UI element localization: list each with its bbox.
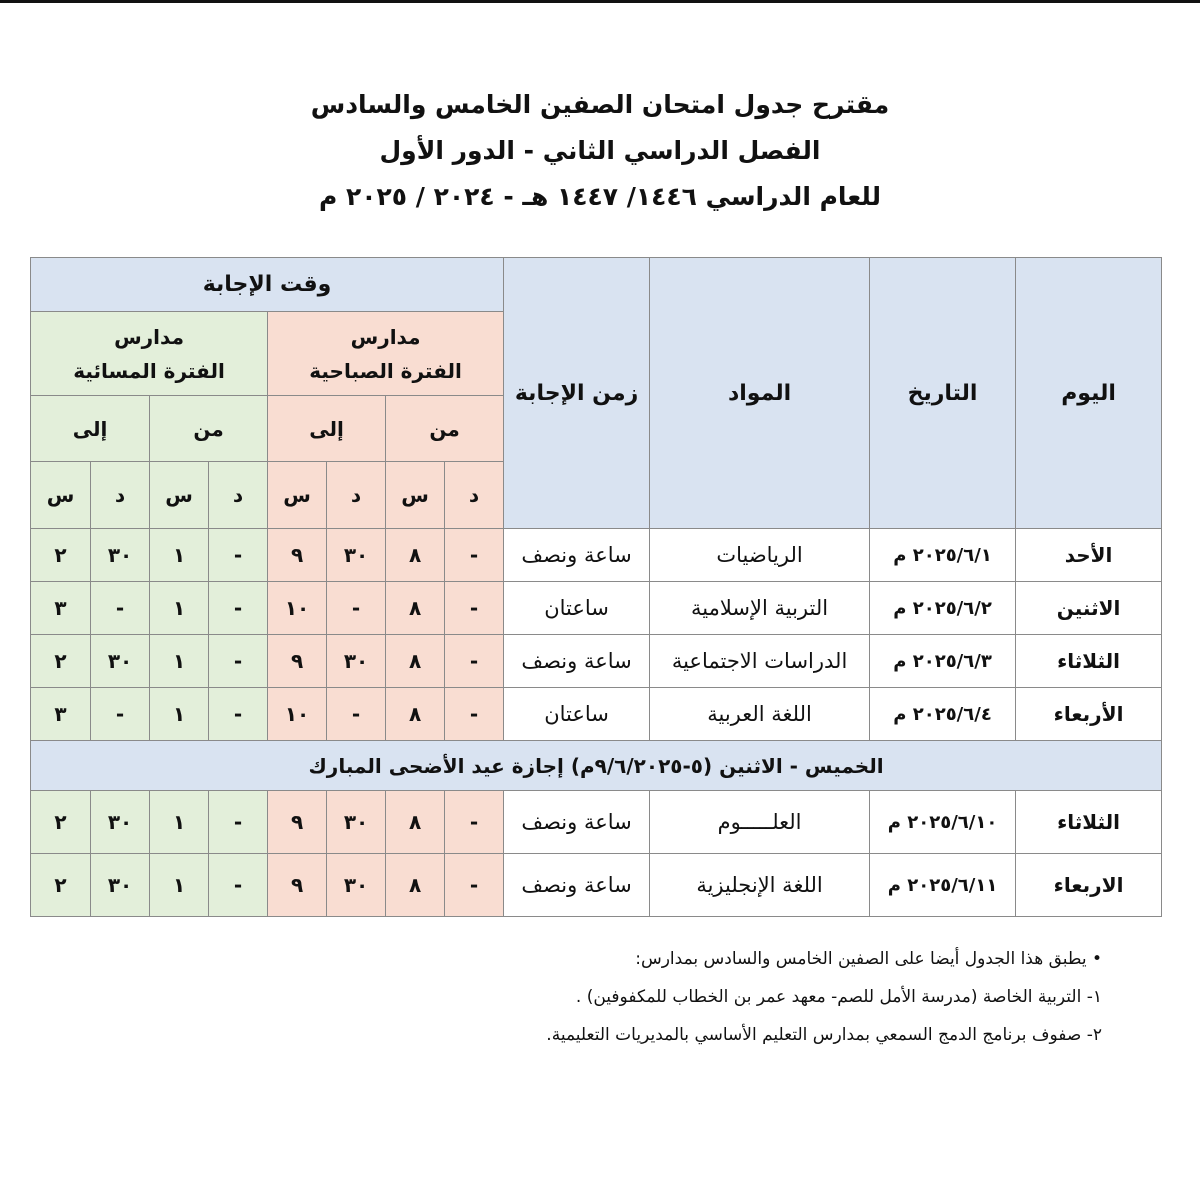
cell-evening-from-min: -: [209, 854, 268, 917]
header-morning-to: إلى: [268, 396, 386, 462]
cell-day: الثلاثاء: [1016, 635, 1162, 688]
header-minute: د: [327, 462, 386, 529]
title-line-1: مقترح جدول امتحان الصفين الخامس والسادس: [310, 90, 890, 119]
cell-morning-to-hour: ١٠: [268, 582, 327, 635]
cell-day: الأحد: [1016, 529, 1162, 582]
cell-date: ٢٠٢٥/٦/١٠ م: [870, 791, 1016, 854]
exam-schedule-table: [30, 257, 1162, 917]
cell-day: الثلاثاء: [1016, 791, 1162, 854]
cell-day: الاربعاء: [1016, 854, 1162, 917]
cell-duration: ساعة ونصف: [504, 854, 650, 917]
header-morning-from: من: [386, 396, 504, 462]
cell-evening-to-hour: ٢: [31, 791, 91, 854]
cell-date: ٢٠٢٥/٦/١١ م: [870, 854, 1016, 917]
cell-duration: ساعة ونصف: [504, 791, 650, 854]
cell-evening-to-hour: ٢: [31, 529, 91, 582]
cell-evening-to-hour: ٢: [31, 854, 91, 917]
cell-morning-to-hour: ١٠: [268, 688, 327, 741]
cell-duration: ساعتان: [504, 688, 650, 741]
header-duration: زمن الإجابة: [504, 258, 650, 529]
header-hour: س: [31, 462, 91, 529]
table-row: [31, 582, 1162, 635]
document-title: [200, 82, 1000, 220]
cell-subject: اللغة العربية: [650, 688, 870, 741]
header-date: التاريخ: [870, 258, 1016, 529]
cell-duration: ساعة ونصف: [504, 529, 650, 582]
cell-date: ٢٠٢٥/٦/٤ م: [870, 688, 1016, 741]
cell-day: الأربعاء: [1016, 688, 1162, 741]
cell-evening-from-min: -: [209, 688, 268, 741]
cell-date: ٢٠٢٥/٦/٣ م: [870, 635, 1016, 688]
header-minute: د: [209, 462, 268, 529]
header-evening-shift: مدارس الفترة المسائية: [31, 312, 268, 396]
cell-evening-to-min: ٣٠: [91, 529, 150, 582]
header-minute: د: [91, 462, 150, 529]
cell-evening-from-hour: ١: [150, 688, 209, 741]
cell-morning-from-hour: ٨: [386, 854, 445, 917]
cell-evening-to-min: ٣٠: [91, 635, 150, 688]
cell-evening-from-hour: ١: [150, 854, 209, 917]
cell-evening-to-min: ٣٠: [91, 791, 150, 854]
cell-morning-to-hour: ٩: [268, 529, 327, 582]
cell-evening-from-hour: ١: [150, 582, 209, 635]
cell-morning-to-min: -: [327, 688, 386, 741]
cell-morning-to-min: ٣٠: [327, 854, 386, 917]
cell-subject: اللغة الإنجليزية: [650, 854, 870, 917]
cell-duration: ساعتان: [504, 582, 650, 635]
header-minute: د: [445, 462, 504, 529]
cell-morning-from-hour: ٨: [386, 635, 445, 688]
cell-morning-to-hour: ٩: [268, 854, 327, 917]
cell-morning-to-min: -: [327, 582, 386, 635]
top-border-line: [0, 0, 1200, 3]
title-line-2: الفصل الدراسي الثاني - الدور الأول: [379, 136, 821, 165]
cell-evening-from-min: -: [209, 529, 268, 582]
header-hour: س: [386, 462, 445, 529]
note-item-2: ٢- صفوف برنامج الدمج السمعي بمدارس التعليم الأساسي بالمديريات التعليمية.: [546, 1025, 1102, 1045]
header-hour: س: [268, 462, 327, 529]
table-row: [31, 791, 1162, 854]
cell-morning-to-min: ٣٠: [327, 791, 386, 854]
cell-subject: التربية الإسلامية: [650, 582, 870, 635]
cell-date: ٢٠٢٥/٦/٢ م: [870, 582, 1016, 635]
cell-morning-from-hour: ٨: [386, 582, 445, 635]
cell-evening-to-hour: ٢: [31, 635, 91, 688]
table-row: [31, 854, 1162, 917]
cell-morning-to-hour: ٩: [268, 791, 327, 854]
cell-morning-from-min: -: [445, 529, 504, 582]
header-day: اليوم: [1016, 258, 1162, 529]
cell-morning-to-min: ٣٠: [327, 529, 386, 582]
header-hour: س: [150, 462, 209, 529]
note-intro: • يطبق هذا الجدول أيضا على الصفين الخامس والسادس بمدارس:: [635, 949, 1102, 969]
cell-evening-from-min: -: [209, 791, 268, 854]
notes-section: [342, 940, 1102, 1054]
cell-morning-from-min: -: [445, 635, 504, 688]
cell-morning-from-hour: ٨: [386, 791, 445, 854]
header-morning-shift: مدارس الفترة الصباحية: [268, 312, 504, 396]
table-row: [31, 688, 1162, 741]
cell-evening-from-hour: ١: [150, 791, 209, 854]
cell-morning-from-min: -: [445, 582, 504, 635]
cell-morning-from-min: -: [445, 854, 504, 917]
note-item-1: ١- التربية الخاصة (مدرسة الأمل للصم- معهد عمر بن الخطاب للمكفوفين) .: [575, 987, 1102, 1007]
cell-morning-from-hour: ٨: [386, 529, 445, 582]
cell-morning-to-hour: ٩: [268, 635, 327, 688]
holiday-row: [31, 741, 1162, 791]
cell-evening-to-min: -: [91, 582, 150, 635]
cell-evening-from-hour: ١: [150, 529, 209, 582]
cell-morning-to-min: ٣٠: [327, 635, 386, 688]
cell-evening-to-min: ٣٠: [91, 854, 150, 917]
cell-morning-from-hour: ٨: [386, 688, 445, 741]
cell-evening-to-min: -: [91, 688, 150, 741]
cell-subject: الرياضيات: [650, 529, 870, 582]
cell-evening-to-hour: ٣: [31, 582, 91, 635]
table-row: [31, 635, 1162, 688]
cell-subject: الدراسات الاجتماعية: [650, 635, 870, 688]
cell-evening-from-hour: ١: [150, 635, 209, 688]
cell-evening-from-min: -: [209, 635, 268, 688]
cell-subject: العلـــــوم: [650, 791, 870, 854]
header-evening-to: إلى: [31, 396, 150, 462]
cell-day: الاثنين: [1016, 582, 1162, 635]
header-evening-from: من: [150, 396, 268, 462]
table-row: [31, 529, 1162, 582]
cell-morning-from-min: -: [445, 791, 504, 854]
title-line-3: للعام الدراسي ١٤٤٦/ ١٤٤٧ هـ - ٢٠٢٤ / ٢٠٢٥ م: [318, 182, 882, 211]
header-subject: المواد: [650, 258, 870, 529]
cell-evening-to-hour: ٣: [31, 688, 91, 741]
holiday-notice: الخميس - الاثنين (٥-٩/٦/٢٠٢٥م) إجازة عيد الأضحى المبارك: [31, 741, 1162, 791]
cell-date: ٢٠٢٥/٦/١ م: [870, 529, 1016, 582]
cell-morning-from-min: -: [445, 688, 504, 741]
cell-duration: ساعة ونصف: [504, 635, 650, 688]
cell-evening-from-min: -: [209, 582, 268, 635]
header-answer-time: وقت الإجابة: [31, 258, 504, 312]
